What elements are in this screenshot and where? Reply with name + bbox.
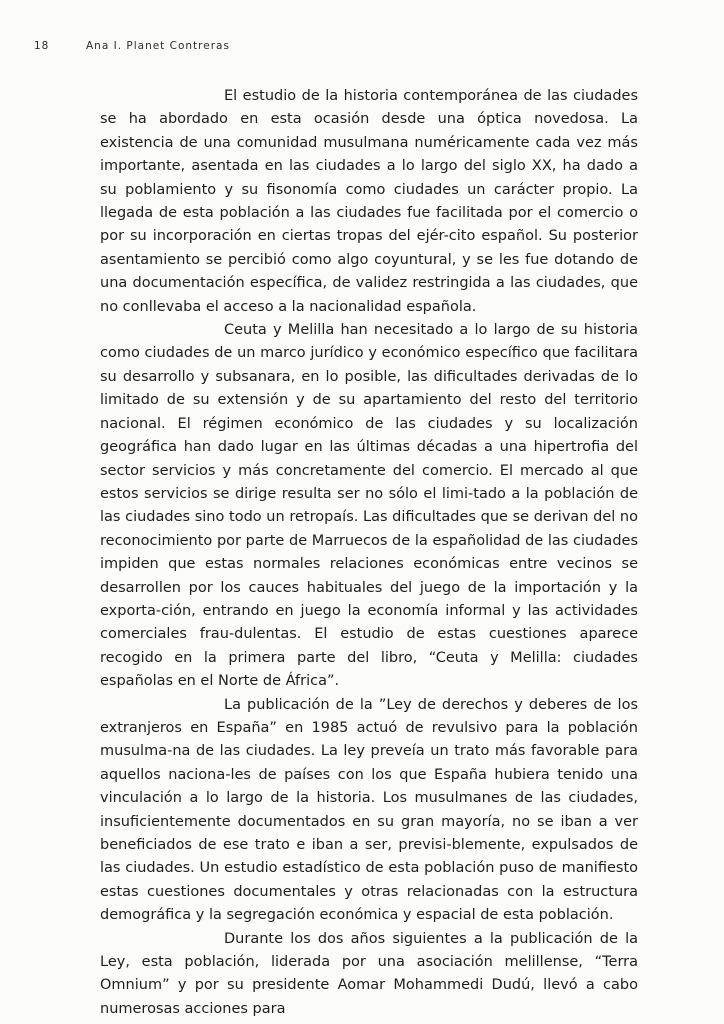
page-number: 18 — [34, 40, 50, 52]
running-header-author: Ana I. Planet Contreras — [86, 40, 230, 52]
body-text — [100, 85, 638, 1021]
paragraph-economic-regime: Ceuta y Melilla han necesitado a lo largo de su historia como ciudades de un marco jurídico y económico específico que facilitara su desarrollo y subsanara, en lo posible, las dificultades derivadas de lo limitado de su extensión y de su apartamiento del resto del territorio nacional. El régimen económico de las ciudades y su localización geográfica han dado lugar en las últimas décadas a una hipertrofia del sector servicios y más concretamente del comercio. El mercado al que estos servicios se dirige resulta ser no sólo el limi-tado a la población de las ciudades sino todo un retropaís. Las dificultades que se derivan del no reconocimiento por parte de Marruecos de la españolidad de las ciudades impiden que estas normales relaciones económicas entre vecinos se desarrollen por los cauces habituales del juego de la importación y la exporta-ción, entrando en juego la economía informal y las actividades comerciales frau-dulentas. El estudio de estas cuestiones aparece recogido en la primera parte del libro, “Ceuta y Melilla: ciudades españolas en el Norte de África”. — [100, 322, 638, 690]
paragraph-following-years: Durante los dos años siguientes a la publicación de la Ley, esta población, liderada por una asociación melillense, “Terra Omnium” y por su presidente Aomar Mohammedi Dudú, llevó a cabo numerosas acciones para — [100, 930, 638, 1017]
paragraph-city-history: El estudio de la historia contemporánea de las ciudades se ha abordado en esta ocasión desde una óptica novedosa. La existencia de una comunidad musulmana numéricamente cada vez más importante, asentada en las ciudades a lo largo del siglo XX, ha dado a su poblamiento y su fisonomía como ciudades un carácter propio. La llegada de esta población a las ciudades fue facilitada por el comercio o por su incorporación en ciertas tropas del ejér-cito español. Su posterior asentamiento se percibió como algo coyuntural, y se les fue dotando de una documentación específica, de validez restringida a las ciudades, que no conllevaba el acceso a la nacionalidad española. — [100, 88, 638, 315]
running-header — [34, 40, 230, 52]
paragraph-foreigners-law: La publicación de la ”Ley de derechos y deberes de los extranjeros en España” en 1985 actuó de revulsivo para la población musulma-na de las ciudades. La ley preveía un trato más favorable para aquellos naciona-les de países con los que España hubiera tenido una vinculación a lo largo de la historia. Los musulmanes de las ciudades, insuficientemente documentados en su gran mayoría, no se iban a ver beneficiados de ese trato e iban a ser, previsi-blemente, expulsados de las ciudades. Un estudio estadístico de esta población puso de manifiesto estas cuestiones documentales y otras relacionadas con la estructura demográfica y la segregación económica y espacial de esta población. — [100, 696, 638, 924]
